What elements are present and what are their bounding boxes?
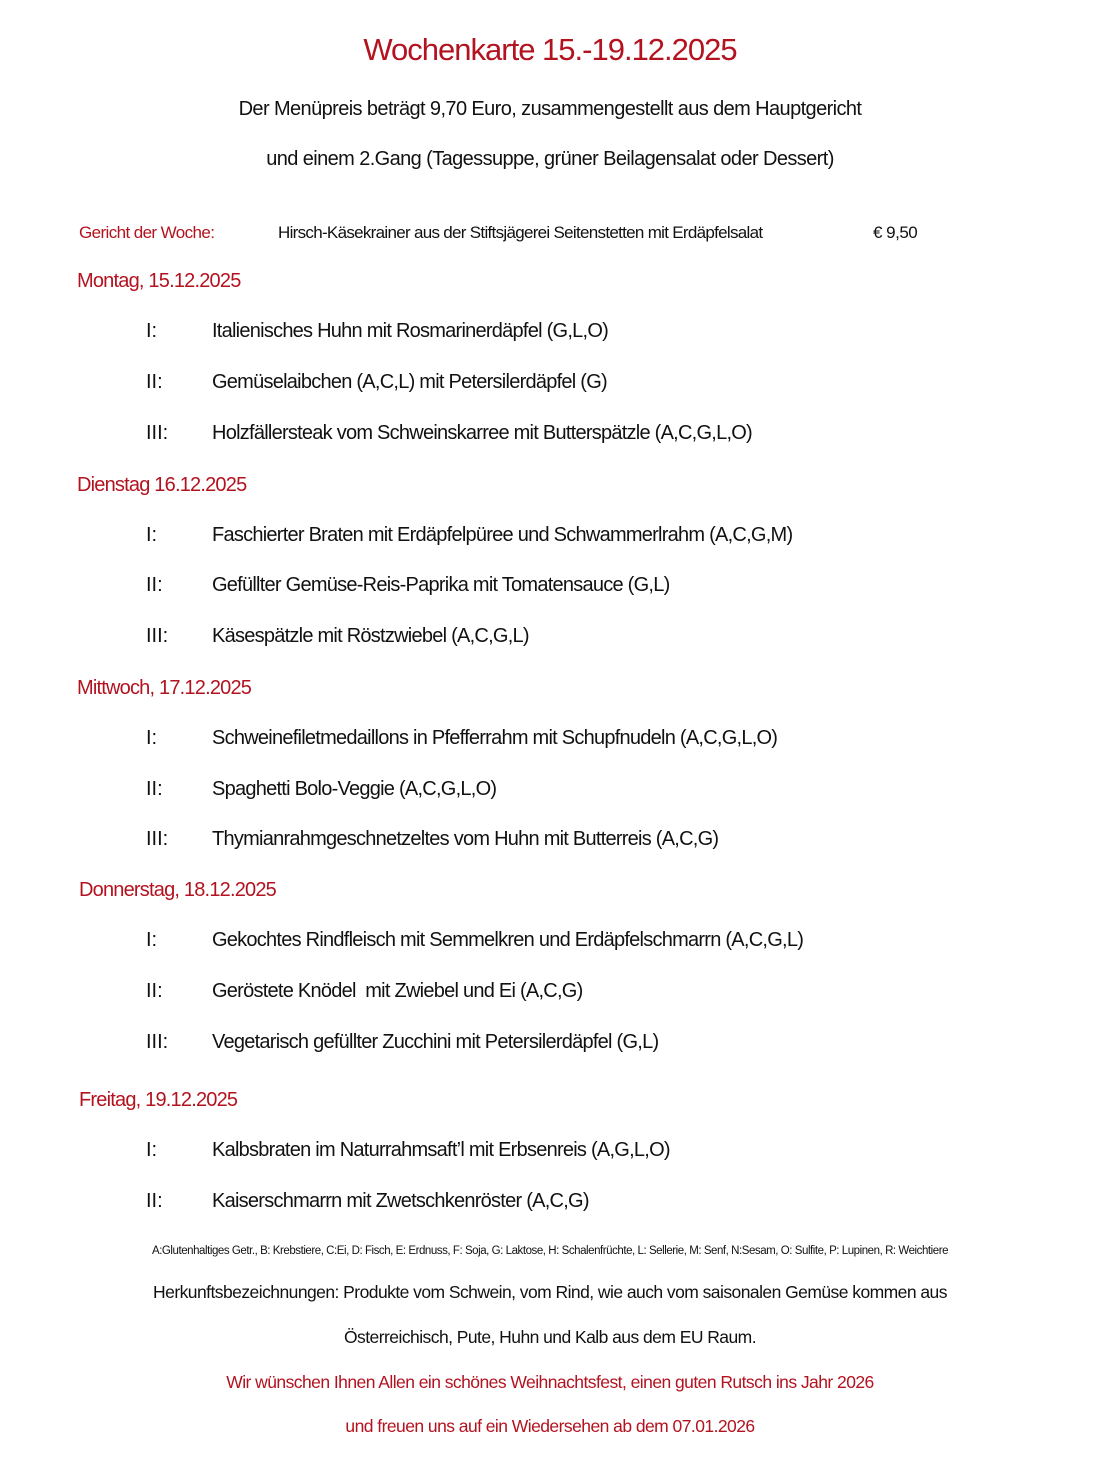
menu-dish: Kalbsbraten im Naturrahmsaft’l mit Erbsenreis (A,G,L,O) — [212, 1139, 670, 1161]
menu-number: I: — [146, 1139, 158, 1161]
menu-number: II: — [146, 980, 163, 1002]
day-heading-thursday: Donnerstag, 18.12.2025 — [79, 879, 277, 901]
day-heading-wednesday: Mittwoch, 17.12.2025 — [77, 677, 252, 699]
menu-number: I: — [146, 320, 158, 342]
menu-number: III: — [146, 422, 169, 444]
menu-dish: Geröstete Knödel mit Zwiebel und Ei (A,C,G) — [212, 980, 583, 1002]
menu-dish: Vegetarisch gefüllter Zucchini mit Petersilerdäpfel (G,L) — [212, 1031, 659, 1053]
day-heading-tuesday: Dienstag 16.12.2025 — [77, 474, 247, 496]
menu-number: I: — [146, 727, 158, 749]
menu-number: I: — [146, 524, 158, 546]
menu-dish: Italienisches Huhn mit Rosmarinerdäpfel (G,L,O) — [212, 320, 609, 342]
menu-price-info-line-1: Der Menüpreis beträgt 9,70 Euro, zusammengestellt aus dem Hauptgericht — [238, 98, 862, 120]
origin-info-line-2: Österreichisch, Pute, Huhn und Kalb aus dem EU Raum. — [343, 1327, 757, 1347]
holiday-wishes-line-1: Wir wünschen Ihnen Allen ein schönes Weihnachtsfest, einen guten Rutsch ins Jahr 2026 — [226, 1372, 874, 1392]
dish-of-week-name: Hirsch-Käsekrainer aus der Stiftsjägerei Seitenstetten mit Erdäpfelsalat — [278, 223, 763, 242]
menu-number: II: — [146, 1190, 163, 1212]
menu-number: III: — [146, 1031, 169, 1053]
menu-dish: Spaghetti Bolo-Veggie (A,C,G,L,O) — [212, 778, 497, 800]
menu-price-info-line-2: und einem 2.Gang (Tagessuppe, grüner Beilagensalat oder Dessert) — [266, 148, 834, 170]
day-heading-monday: Montag, 15.12.2025 — [77, 270, 241, 292]
menu-dish: Gemüselaibchen (A,C,L) mit Petersilerdäpfel (G) — [212, 371, 607, 393]
menu-number: III: — [146, 625, 169, 647]
menu-number: II: — [146, 371, 163, 393]
dish-of-week-label: Gericht der Woche: — [79, 223, 215, 242]
menu-number: II: — [146, 778, 163, 800]
menu-number: II: — [146, 574, 163, 596]
menu-number: III: — [146, 828, 169, 850]
allergen-legend: A:Glutenhaltiges Getr., B: Krebstiere, C:Ei, D: Fisch, E: Erdnuss, F: Soja, G: Laktose, H: Schalenfrüchte, L: Sellerie, M: Senf, N:Sesam, O: Sulfite, P: Lupinen, R: Weichtiere — [151, 1245, 949, 1257]
menu-dish: Holzfällersteak vom Schweinskarree mit Butterspätzle (A,C,G,L,O) — [212, 422, 752, 444]
holiday-wishes-line-2: und freuen uns auf ein Wiedersehen ab dem 07.01.2026 — [345, 1416, 755, 1436]
menu-dish: Gefüllter Gemüse-Reis-Paprika mit Tomatensauce (G,L) — [212, 574, 670, 596]
menu-dish: Kaiserschmarrn mit Zwetschkenröster (A,C,G) — [212, 1190, 589, 1212]
dish-of-week-price: € 9,50 — [873, 223, 918, 242]
menu-dish: Faschierter Braten mit Erdäpfelpüree und Schwammerlrahm (A,C,G,M) — [212, 524, 793, 546]
origin-info-line-1: Herkunftsbezeichnungen: Produkte vom Schwein, vom Rind, wie auch vom saisonalen Gemüse kommen aus — [153, 1282, 947, 1302]
day-heading-friday: Freitag, 19.12.2025 — [79, 1089, 238, 1111]
menu-number: I: — [146, 929, 158, 951]
menu-dish: Gekochtes Rindfleisch mit Semmelkren und Erdäpfelschmarrn (A,C,G,L) — [212, 929, 804, 951]
menu-dish: Thymianrahmgeschnetzeltes vom Huhn mit Butterreis (A,C,G) — [212, 828, 719, 850]
menu-dish: Käsespätzle mit Röstzwiebel (A,C,G,L) — [212, 625, 529, 647]
menu-dish: Schweinefiletmedaillons in Pfefferrahm mit Schupfnudeln (A,C,G,L,O) — [212, 727, 778, 749]
page-title: Wochenkarte 15.-19.12.2025 — [363, 32, 737, 67]
